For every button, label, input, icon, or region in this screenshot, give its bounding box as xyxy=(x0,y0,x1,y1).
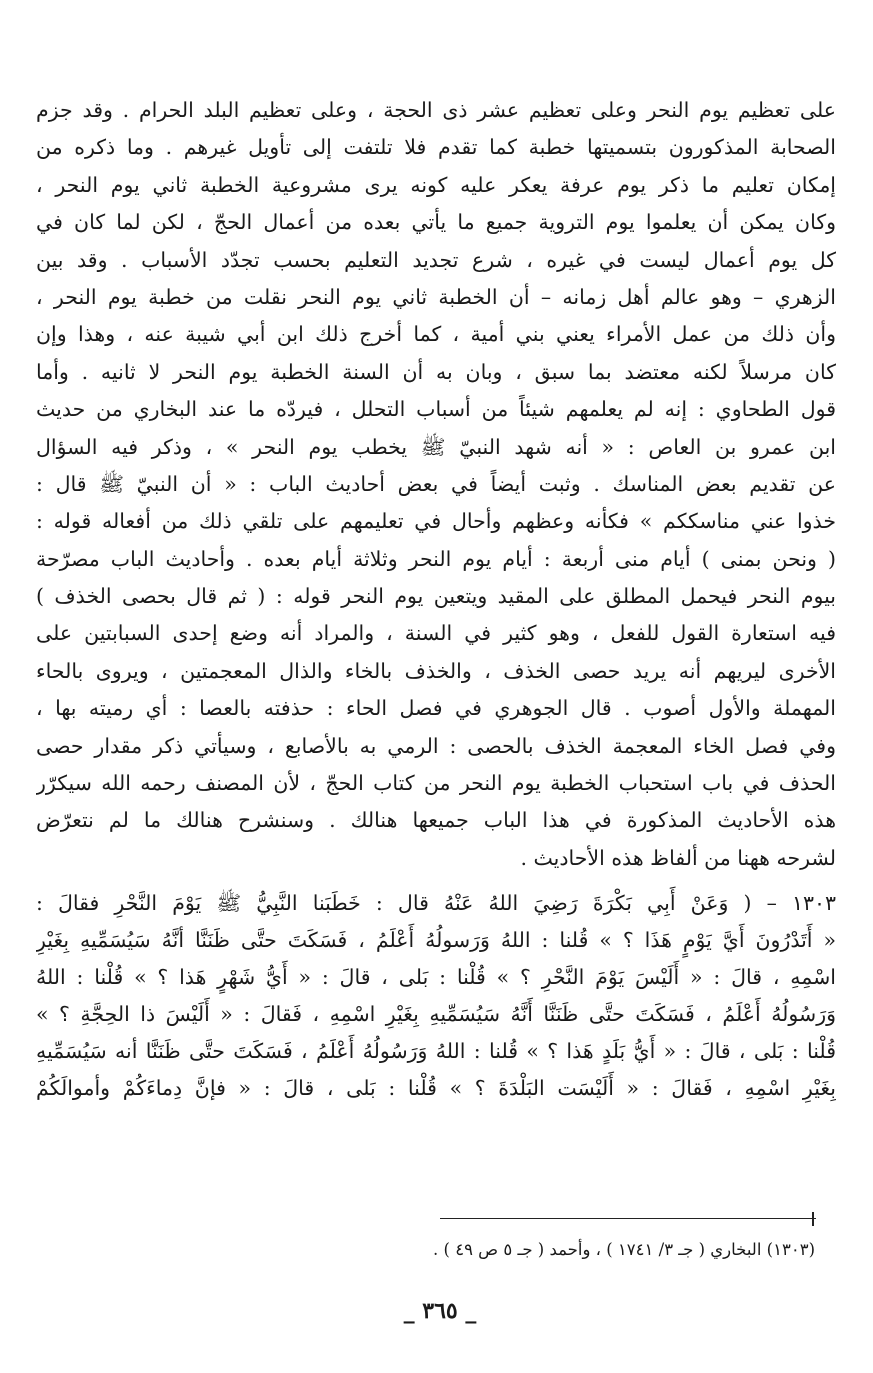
commentary-line: الأخرى ليريهم أنه يريد حصى الخذف ، والخذف بالخاء والذال المعجمتين ، ويروى بالحاء xyxy=(36,658,836,683)
commentary-line: فيه استعارة القول للفعل ، وهو كثير في السنة ، والمراد أنه وضع إحدى السبابتين على xyxy=(36,621,836,646)
commentary-line: على تعظيم يوم النحر وعلى تعظيم عشر ذى الحجة ، وعلى تعظيم البلد الحرام . وقد جزم xyxy=(36,98,836,122)
commentary-line: المهملة والأول أصوب . قال الجوهري في فصل الحاء : حذفته بالعصا : أي رميته بها ، xyxy=(36,696,836,721)
commentary-line: وكان يمكن أن يعلموا يوم التروية جميع ما يأتي بعده من أعمال الحجّ ، لكن لما كان في xyxy=(36,210,836,235)
hadith-line: اسْمِهِ ، قالَ : « أَلَيْسَ يَوْمَ النَّحْرِ ؟ » قُلْنا : بَلى ، قالَ : « أَيُّ شَهْرٍ هَذا ؟ » قُلْنا : اللهُ xyxy=(36,965,836,990)
commentary-line: الصحابة المذكورون بتسميتها خطبة كما تقدم فلا تلتفت إلى تأويل غيرهم . وما ذكره من xyxy=(36,135,836,160)
page-body xyxy=(36,92,836,1107)
hadith-line: وَرَسُولُهُ أَعْلَمُ ، فَسَكَتَ حتَّى ظَنَنَّا أَنَّهُ سَيُسَمِّيهِ بِغَيْرِ اسْمِهِ ، فَقالَ : « أَلَيْسَ ذا الحِجَّةِ ؟ » xyxy=(36,1002,836,1027)
commentary-line: عن تقديم بعض المناسك . وثبت أيضاً في بعض أحاديث الباب : « أن النبيّ ﷺ قال : xyxy=(36,471,836,496)
footnote-separator-tick xyxy=(812,1212,814,1226)
hadith-line: « أَتَدْرُونَ أَيَّ يَوْمٍ هَذَا ؟ » قُلنا : اللهُ وَرَسولُهُ أَعْلَمُ ، فَسَكَتَ حتَّى ظَنَنَّا أنَّهُ سَيُسَمِّيهِ بِغَيْرِ xyxy=(36,928,836,953)
commentary-line: كان مرسلاً لكنه معتضد بما سبق ، وبان به أن السنة الخطبة يوم النحر لا ثانيه . وأما xyxy=(36,359,836,384)
commentary-line: هذه الأحاديث المذكورة في هذا الباب جميعها هنالك . وسنشرح هنالك ما لم نتعرّض xyxy=(36,808,836,833)
hadith-line: قُلْنا : بَلى ، قالَ : « أَيُّ بَلَدٍ هَذا ؟ » قُلنا : اللهُ وَرَسُولُهُ أَعْلَمُ ، فَسَكَتَ حتَّى ظَنَنَّا أنه سَيُسَمِّيهِ xyxy=(36,1039,836,1064)
footnote: (١٣٠٣) البخاري ( جـ ٣/ ١٧٤١ ) ، وأحمد ( جـ ٥ ص ٤٩ ) . xyxy=(433,1240,815,1259)
commentary-line: الحذف في باب استحباب الخطبة يوم النحر من كتاب الحجّ ، لأن المصنف رحمه الله سيكرّر xyxy=(36,771,836,796)
hadith-text xyxy=(36,885,836,1107)
hadith-line: ١٣٠٣ – ( وَعَنْ أَبِي بَكْرَةَ رَضِيَ اللهُ عَنْهُ قال : خَطَبَنا النَّبِيُّ ﷺ يَوْمَ النَّحْرِ فقالَ : xyxy=(36,891,836,916)
commentary-line: وفي فصل الخاء المعجمة الخذف بالحصى : الرمي به بالأصابع ، وسيأتي ذكر مقدار حصى xyxy=(36,733,836,758)
commentary-line: ابن عمرو بن العاص : « أنه شهد النبيّ ﷺ يخطب يوم النحر » ، وذكر فيه السؤال xyxy=(36,434,836,459)
commentary-line: خذوا عني مناسككم » فكأنه وعظهم وأحال في تعليمهم على تلقي ذلك من أفعاله قوله : xyxy=(36,509,836,534)
page-number: _ ٣٦٥ _ xyxy=(403,1298,477,1324)
footnote-separator xyxy=(440,1218,816,1219)
commentary-line: لشرحه ههنا من ألفاظ هذه الأحاديث . xyxy=(520,845,836,870)
commentary-line: الزهري – وهو عالم أهل زمانه – أن الخطبة ثاني يوم النحر نقلت من خطبة يوم النحر ، xyxy=(36,284,836,309)
commentary-line: بيوم النحر فيحمل المطلق على المقيد ويتعين يوم النحر قوله : ( ثم قال بحصى الخذف ) xyxy=(36,584,836,609)
commentary-line: إمكان تعليم ما ذكر يوم عرفة يعكر عليه كونه يرى مشروعية الخطبة ثاني يوم النحر ، xyxy=(36,172,836,197)
commentary-line: وأن ذلك من عمل الأمراء يعني بني أمية ، كما أخرج ذلك ابن أبي شيبة عنه ، وهذا وإن xyxy=(36,322,836,347)
commentary-line: قول الطحاوي : إنه لم يعلمهم شيئاً من أسباب التحلل ، فيردّه ما عند البخاري من حديث xyxy=(36,397,836,422)
commentary-line: ( ونحن بمنى ) أيام منى أربعة : أيام يوم النحر وثلاثة أيام بعده . وأحاديث الباب مصرّحة xyxy=(36,546,836,571)
commentary-line: كل يوم أعمال ليست في غيره ، شرع تجديد التعليم بحسب تجدّد الأسباب . وقد بين xyxy=(36,247,836,272)
hadith-line: بِغَيْرِ اسْمِهِ ، فَقالَ : « أَلَيْسَت البَلْدَةَ ؟ » قُلْنا : بَلى ، قالَ : « فإنَّ دِماءَكُمْ وأموالَكُمْ xyxy=(36,1076,836,1101)
commentary-text xyxy=(36,92,836,877)
